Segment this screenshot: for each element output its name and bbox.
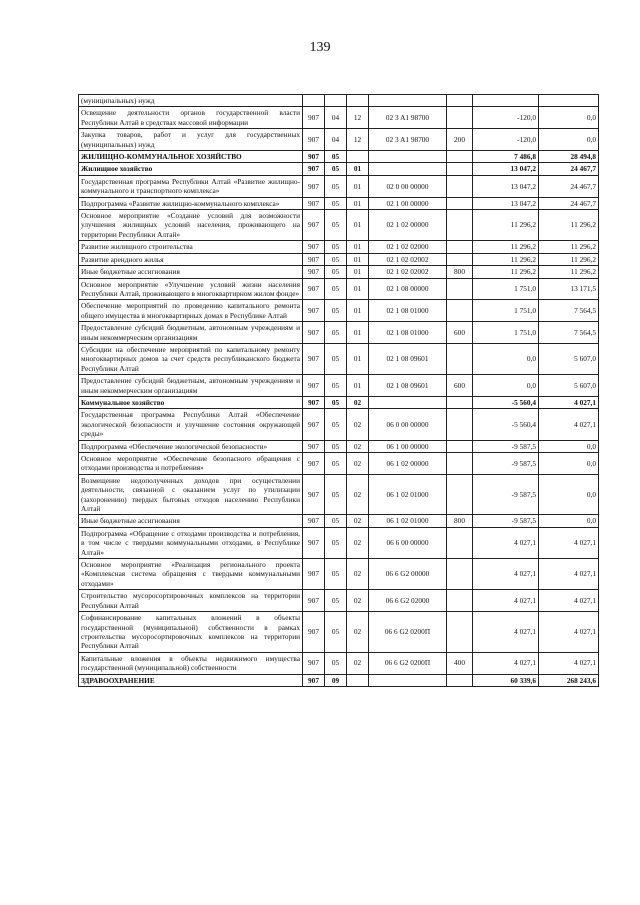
row-amount-2: 11 296,2 [539, 253, 599, 265]
row-pr-code: 01 [347, 197, 369, 209]
row-amount-1: 11 296,2 [473, 241, 539, 253]
row-rz-code: 04 [325, 107, 347, 129]
table-row [79, 652, 599, 674]
table-row [79, 375, 599, 397]
row-amount-1: 4 027,1 [473, 612, 539, 653]
row-gr-code: 907 [303, 527, 325, 558]
row-vr-code [447, 95, 473, 107]
row-name: Предоставление субсидий бюджетным, автономным учреждениям и иным некоммерческим организациям [79, 322, 303, 344]
row-pr-code: 02 [347, 515, 369, 527]
row-rz-code: 05 [325, 474, 347, 515]
row-pr-code: 01 [347, 241, 369, 253]
row-csr-code: 02 1 00 00000 [369, 197, 447, 209]
row-rz-code: 05 [325, 453, 347, 475]
row-rz-code: 05 [325, 440, 347, 452]
row-vr-code [447, 674, 473, 686]
row-name: Коммунальное хозяйство [79, 396, 303, 408]
row-pr-code: 01 [347, 300, 369, 322]
table-row [79, 396, 599, 408]
row-amount-1: 0,0 [473, 343, 539, 374]
row-pr-code: 01 [347, 278, 369, 300]
row-gr-code: 907 [303, 163, 325, 175]
row-rz-code: 05 [325, 278, 347, 300]
row-vr-code [447, 210, 473, 241]
row-rz-code: 05 [325, 652, 347, 674]
row-vr-code [447, 151, 473, 163]
row-vr-code [447, 409, 473, 440]
row-gr-code: 907 [303, 278, 325, 300]
row-csr-code [369, 95, 447, 107]
row-pr-code: 02 [347, 440, 369, 452]
row-csr-code: 02 3 A1 98700 [369, 129, 447, 151]
row-gr-code: 907 [303, 674, 325, 686]
row-rz-code: 05 [325, 612, 347, 653]
row-csr-code: 02 3 A1 98700 [369, 107, 447, 129]
row-csr-code: 02 1 02 02000 [369, 241, 447, 253]
row-amount-1: -9 587,5 [473, 515, 539, 527]
row-gr-code: 907 [303, 322, 325, 344]
row-vr-code [447, 590, 473, 612]
row-vr-code [447, 241, 473, 253]
table-row [79, 241, 599, 253]
row-amount-2: 24 467,7 [539, 175, 599, 197]
table-row [79, 95, 599, 107]
page-number: 139 [309, 40, 331, 55]
row-name: Основное мероприятие «Создание условий для возможности улучшения жилищных условий населения, проживающего на территории Республики Алтай» [79, 210, 303, 241]
row-vr-code [447, 278, 473, 300]
row-gr-code: 907 [303, 474, 325, 515]
row-amount-2: 5 607,0 [539, 343, 599, 374]
row-csr-code: 06 6 00 00000 [369, 527, 447, 558]
row-amount-1: 0,0 [473, 375, 539, 397]
row-amount-2: 5 607,0 [539, 375, 599, 397]
row-name: ЗДРАВООХРАНЕНИЕ [79, 674, 303, 686]
row-rz-code: 05 [325, 197, 347, 209]
row-vr-code [447, 300, 473, 322]
row-vr-code [447, 474, 473, 515]
row-csr-code [369, 396, 447, 408]
row-rz-code: 05 [325, 409, 347, 440]
row-amount-2: 0,0 [539, 129, 599, 151]
row-rz-code: 09 [325, 674, 347, 686]
row-pr-code: 02 [347, 559, 369, 590]
row-pr-code [347, 151, 369, 163]
row-csr-code: 06 1 02 00000 [369, 453, 447, 475]
row-vr-code [447, 175, 473, 197]
row-csr-code: 02 0 00 00000 [369, 175, 447, 197]
row-name: Подпрограмма «Обеспечение экологической безопасности» [79, 440, 303, 452]
table-row [79, 440, 599, 452]
row-pr-code: 01 [347, 175, 369, 197]
row-name: Иные бюджетные ассигнования [79, 266, 303, 278]
row-pr-code: 02 [347, 474, 369, 515]
row-amount-1: 1 751,0 [473, 300, 539, 322]
row-rz-code: 05 [325, 527, 347, 558]
table-row [79, 300, 599, 322]
row-amount-2: 24 467,7 [539, 197, 599, 209]
row-gr-code: 907 [303, 107, 325, 129]
row-gr-code: 907 [303, 197, 325, 209]
row-amount-1: -120,0 [473, 107, 539, 129]
row-amount-2: 4 027,1 [539, 559, 599, 590]
table-row [79, 151, 599, 163]
row-amount-2: 7 564,5 [539, 300, 599, 322]
row-amount-1: 13 047,2 [473, 175, 539, 197]
row-amount-1: 4 027,1 [473, 652, 539, 674]
row-vr-code: 200 [447, 129, 473, 151]
row-vr-code [447, 453, 473, 475]
row-csr-code: 02 1 02 02002 [369, 253, 447, 265]
row-name: Основное мероприятие «Реализация регионального проекта «Комплексная система обращения с твердыми коммунальными отходами» [79, 559, 303, 590]
row-rz-code: 05 [325, 375, 347, 397]
row-csr-code: 06 1 02 01000 [369, 515, 447, 527]
row-vr-code: 400 [447, 652, 473, 674]
row-rz-code: 05 [325, 559, 347, 590]
row-amount-2: 4 027,1 [539, 396, 599, 408]
row-amount-2: 13 171,5 [539, 278, 599, 300]
row-gr-code: 907 [303, 241, 325, 253]
row-rz-code: 05 [325, 253, 347, 265]
row-pr-code: 01 [347, 375, 369, 397]
row-csr-code: 06 6 G2 02000 [369, 590, 447, 612]
table-row [79, 453, 599, 475]
row-amount-2: 4 027,1 [539, 409, 599, 440]
row-pr-code: 01 [347, 210, 369, 241]
row-name: Развитие арендного жилья [79, 253, 303, 265]
row-rz-code: 05 [325, 210, 347, 241]
row-vr-code [447, 612, 473, 653]
row-name: (муниципальных) нужд [79, 95, 303, 107]
row-gr-code: 907 [303, 210, 325, 241]
row-amount-2: 24 467,7 [539, 163, 599, 175]
row-amount-2: 0,0 [539, 515, 599, 527]
row-vr-code: 600 [447, 375, 473, 397]
row-name: Иные бюджетные ассигнования [79, 515, 303, 527]
row-name: Жилищное хозяйство [79, 163, 303, 175]
row-vr-code [447, 253, 473, 265]
row-gr-code: 907 [303, 253, 325, 265]
row-gr-code: 907 [303, 440, 325, 452]
row-amount-2: 4 027,1 [539, 590, 599, 612]
row-name: Закупка товаров, работ и услуг для государственных (муниципальных) нужд [79, 129, 303, 151]
row-csr-code: 02 1 08 09601 [369, 375, 447, 397]
row-amount-2: 11 296,2 [539, 210, 599, 241]
row-pr-code [347, 674, 369, 686]
row-amount-2: 7 564,5 [539, 322, 599, 344]
row-name: ЖИЛИЩНО-КОММУНАЛЬНОЕ ХОЗЯЙСТВО [79, 151, 303, 163]
row-amount-1: -120,0 [473, 129, 539, 151]
row-amount-1: 1 751,0 [473, 278, 539, 300]
row-vr-code [447, 197, 473, 209]
table-row [79, 559, 599, 590]
row-amount-1: 11 296,2 [473, 253, 539, 265]
row-pr-code: 12 [347, 107, 369, 129]
row-vr-code: 600 [447, 322, 473, 344]
row-csr-code: 06 1 00 00000 [369, 440, 447, 452]
row-csr-code: 02 1 02 02002 [369, 266, 447, 278]
row-csr-code: 06 1 02 01000 [369, 474, 447, 515]
row-pr-code: 02 [347, 612, 369, 653]
row-name: Подпрограмма «Развитие жилищно-коммунального комплекса» [79, 197, 303, 209]
row-pr-code: 01 [347, 163, 369, 175]
row-gr-code: 907 [303, 396, 325, 408]
row-csr-code [369, 151, 447, 163]
row-amount-1: 4 027,1 [473, 527, 539, 558]
row-name: Возмещение недополученных доходов при осуществлении деятельности, связанной с оказанием услуг по утилизации (захоронению) твердых бытовых отходов населению Республики Алтай [79, 474, 303, 515]
row-amount-1: -5 560,4 [473, 396, 539, 408]
row-gr-code: 907 [303, 151, 325, 163]
table-row [79, 253, 599, 265]
row-pr-code: 02 [347, 652, 369, 674]
row-vr-code [447, 343, 473, 374]
row-name: Подпрограмма «Обращение с отходами производства и потребления, в том числе с твердыми коммунальными отходами, в Республике Алтай» [79, 527, 303, 558]
row-gr-code: 907 [303, 409, 325, 440]
row-rz-code: 05 [325, 515, 347, 527]
row-amount-1: 60 339,6 [473, 674, 539, 686]
row-pr-code: 02 [347, 409, 369, 440]
row-vr-code [447, 107, 473, 129]
row-rz-code: 05 [325, 396, 347, 408]
row-csr-code: 02 1 08 01000 [369, 322, 447, 344]
row-amount-2: 11 296,2 [539, 241, 599, 253]
row-amount-2: 4 027,1 [539, 652, 599, 674]
row-vr-code [447, 163, 473, 175]
row-name: Предоставление субсидий бюджетным, автономным учреждениям и иным некоммерческим организациям [79, 375, 303, 397]
row-csr-code: 02 1 08 09601 [369, 343, 447, 374]
row-gr-code: 907 [303, 590, 325, 612]
row-pr-code: 02 [347, 453, 369, 475]
row-vr-code [447, 527, 473, 558]
table-row [79, 343, 599, 374]
row-amount-2: 4 027,1 [539, 612, 599, 653]
row-csr-code: 02 1 02 00000 [369, 210, 447, 241]
row-gr-code: 907 [303, 453, 325, 475]
table-row [79, 210, 599, 241]
table-row [79, 175, 599, 197]
row-gr-code: 907 [303, 175, 325, 197]
row-gr-code: 907 [303, 612, 325, 653]
row-amount-1: 13 047,2 [473, 163, 539, 175]
table-row [79, 612, 599, 653]
row-amount-1: 13 047,2 [473, 197, 539, 209]
table-row [79, 163, 599, 175]
row-amount-1: 4 027,1 [473, 559, 539, 590]
table-row [79, 129, 599, 151]
row-pr-code: 12 [347, 129, 369, 151]
row-name: Строительство мусоросортировочных комплексов на территории Республики Алтай [79, 590, 303, 612]
row-gr-code: 907 [303, 375, 325, 397]
row-amount-1: 11 296,2 [473, 210, 539, 241]
row-amount-1: -9 587,5 [473, 453, 539, 475]
row-pr-code: 02 [347, 590, 369, 612]
row-vr-code [447, 396, 473, 408]
row-gr-code: 907 [303, 559, 325, 590]
table-row [79, 197, 599, 209]
row-csr-code: 06 6 G2 00000 [369, 559, 447, 590]
row-rz-code: 04 [325, 129, 347, 151]
table-row [79, 278, 599, 300]
row-gr-code: 907 [303, 515, 325, 527]
row-gr-code: 907 [303, 343, 325, 374]
row-amount-2: 0,0 [539, 474, 599, 515]
row-name: Освещение деятельности органов государственной власти Республики Алтай в средствах массовой информации [79, 107, 303, 129]
table-row [79, 674, 599, 686]
table-row [79, 107, 599, 129]
row-amount-2: 268 243,6 [539, 674, 599, 686]
table-row [79, 266, 599, 278]
row-rz-code: 05 [325, 241, 347, 253]
row-name: Обеспечение мероприятий по проведению капитального ремонта общего имущества в многоквартирных домах в Республике Алтай [79, 300, 303, 322]
row-gr-code: 907 [303, 266, 325, 278]
row-gr-code: 907 [303, 652, 325, 674]
row-name: Субсидии на обеспечение мероприятий по капитальному ремонту многоквартирных домов за счет средств республиканского бюджета Республики Алтай [79, 343, 303, 374]
row-amount-1: 11 296,2 [473, 266, 539, 278]
row-csr-code: 02 1 08 01000 [369, 300, 447, 322]
row-amount-1: 1 751,0 [473, 322, 539, 344]
row-amount-2: 0,0 [539, 107, 599, 129]
row-gr-code [303, 95, 325, 107]
row-amount-1: 4 027,1 [473, 590, 539, 612]
row-csr-code: 02 1 08 00000 [369, 278, 447, 300]
row-gr-code: 907 [303, 300, 325, 322]
row-rz-code: 05 [325, 590, 347, 612]
row-csr-code [369, 163, 447, 175]
row-amount-1: -5 560,4 [473, 409, 539, 440]
row-pr-code: 01 [347, 322, 369, 344]
row-pr-code: 02 [347, 396, 369, 408]
row-amount-1: -9 587,5 [473, 440, 539, 452]
row-amount-1 [473, 95, 539, 107]
row-rz-code: 05 [325, 175, 347, 197]
row-csr-code: 06 6 G2 0200П [369, 612, 447, 653]
row-amount-2: 28 494,8 [539, 151, 599, 163]
row-name: Развитие жилищного строительства [79, 241, 303, 253]
row-rz-code: 05 [325, 151, 347, 163]
row-name: Основное мероприятие «Обеспечение безопасного обращения с отходами производства и потребления» [79, 453, 303, 475]
row-amount-2 [539, 95, 599, 107]
row-rz-code: 05 [325, 266, 347, 278]
row-vr-code [447, 559, 473, 590]
row-pr-code: 01 [347, 266, 369, 278]
row-vr-code: 800 [447, 515, 473, 527]
table-row [79, 515, 599, 527]
row-pr-code [347, 95, 369, 107]
row-vr-code: 800 [447, 266, 473, 278]
table-row [79, 322, 599, 344]
row-amount-2: 0,0 [539, 453, 599, 475]
row-amount-2: 4 027,1 [539, 527, 599, 558]
row-name: Капитальные вложения в объекты недвижимого имущества государственной (муниципальной) собственности [79, 652, 303, 674]
row-amount-2: 11 296,2 [539, 266, 599, 278]
row-csr-code: 06 6 G2 0200П [369, 652, 447, 674]
table-row [79, 474, 599, 515]
row-name: Софинансирование капитальных вложений в объекты государственной (муниципальной) собственности в рамках строительства мусоросортировочных комплексов на территории Республики Алтай [79, 612, 303, 653]
row-rz-code: 05 [325, 322, 347, 344]
row-rz-code [325, 95, 347, 107]
row-amount-2: 0,0 [539, 440, 599, 452]
row-name: Основное мероприятие «Улучшение условий жизни населения Республики Алтай, проживающего в многоквартирном жилом фонде» [79, 278, 303, 300]
row-amount-1: -9 587,5 [473, 474, 539, 515]
table-row [79, 409, 599, 440]
row-rz-code: 05 [325, 343, 347, 374]
row-csr-code [369, 674, 447, 686]
row-amount-1: 7 486,8 [473, 151, 539, 163]
row-pr-code: 01 [347, 253, 369, 265]
row-csr-code: 06 0 00 00000 [369, 409, 447, 440]
table-row [79, 527, 599, 558]
row-rz-code: 05 [325, 163, 347, 175]
row-name: Государственная программа Республики Алтай «Обеспечение экологической безопасности и улучшение состояния окружающей среды» [79, 409, 303, 440]
row-pr-code: 02 [347, 527, 369, 558]
row-gr-code: 907 [303, 129, 325, 151]
budget-table [78, 94, 599, 687]
table-row [79, 590, 599, 612]
budget-table-body [79, 95, 599, 687]
row-pr-code: 01 [347, 343, 369, 374]
row-name: Государственная программа Республики Алтай «Развитие жилищно-коммунального и транспортного комплекса» [79, 175, 303, 197]
row-rz-code: 05 [325, 300, 347, 322]
row-vr-code [447, 440, 473, 452]
